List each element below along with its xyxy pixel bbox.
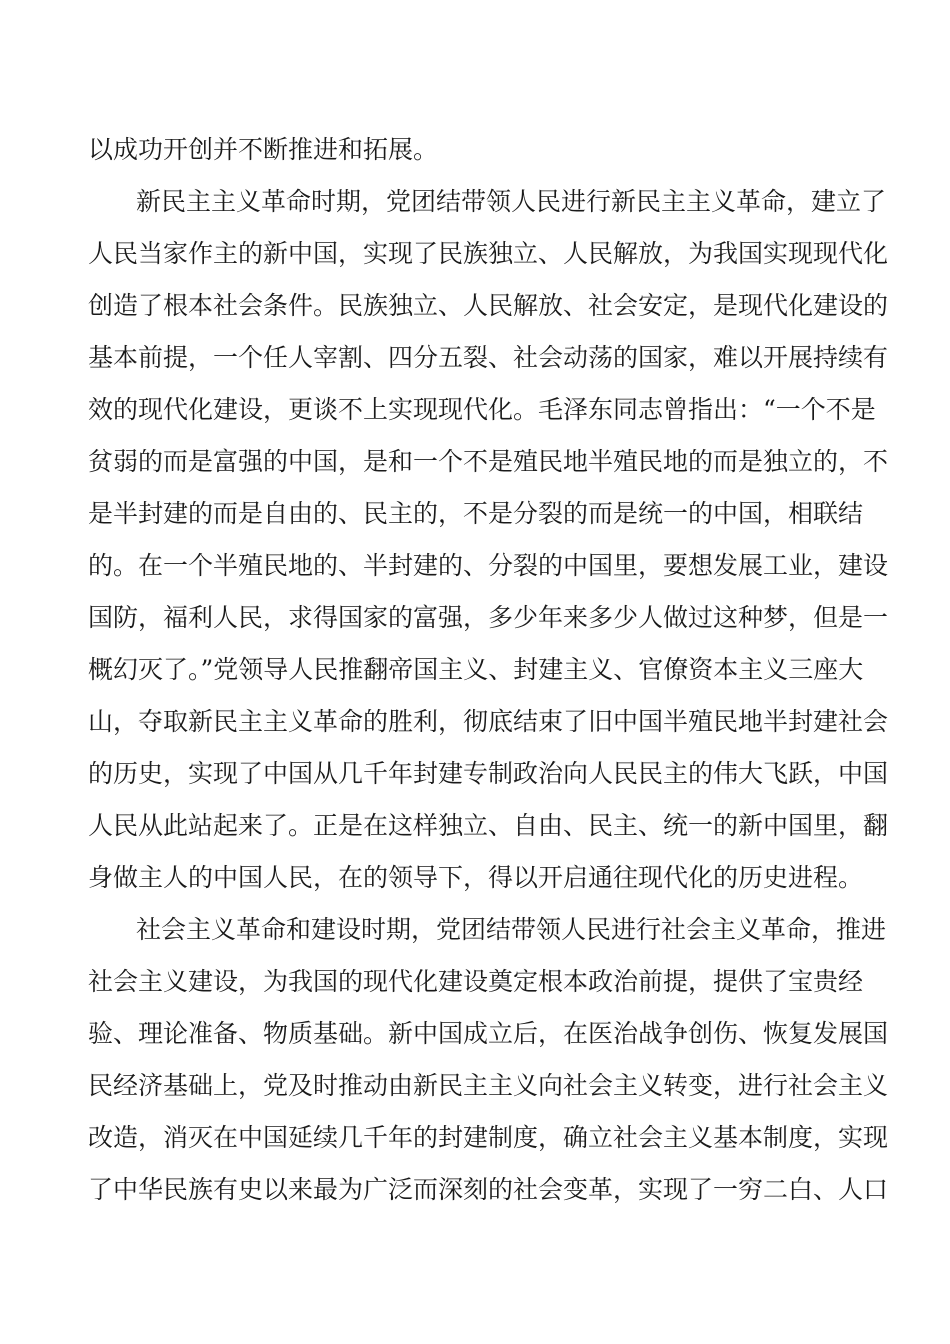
text-line: 改造，消灭在中国延续几千年的封建制度，确立社会主义基本制度，实现 (88, 1123, 889, 1152)
paragraph-1 (88, 124, 862, 176)
text-line: 创造了根本社会条件。民族独立、人民解放、社会安定，是现代化建设的 (88, 291, 889, 320)
text-line: 贫弱的而是富强的中国，是和一个不是殖民地半殖民地的而是独立的，不 (88, 447, 889, 476)
text-line: 身做主人的中国人民，在的领导下，得以开启通往现代化的历史进程。 (88, 863, 864, 892)
text-line: 是半封建的而是自由的、民主的，不是分裂的而是统一的中国，相联结 (88, 499, 864, 528)
paragraph-2 (88, 176, 889, 904)
text-line: 基本前提，一个任人宰割、四分五裂、社会动荡的国家，难以开展持续有 (88, 343, 889, 372)
text-line: 人民当家作主的新中国，实现了民族独立、人民解放，为我国实现现代化 (88, 239, 889, 268)
text-line: 概幻灭了。”党领导人民推翻帝国主义、封建主义、官僚资本主义三座大 (88, 655, 864, 684)
text-line: 的历史，实现了中国从几千年封建专制政治向人民民主的伟大飞跃，中国 (88, 759, 889, 788)
text-line: 效的现代化建设，更谈不上实现现代化。毛泽东同志曾指出：“一个不是 (88, 395, 876, 424)
text-line: 山，夺取新民主主义革命的胜利，彻底结束了旧中国半殖民地半封建社会 (88, 707, 889, 736)
text-line: 人民从此站起来了。正是在这样独立、自由、民主、统一的新中国里，翻 (88, 811, 889, 840)
text-line: 的。在一个半殖民地的、半封建的、分裂的中国里，要想发展工业，建设 (88, 551, 889, 580)
text-line: 民经济基础上，党及时推动由新民主主义向社会主义转变，进行社会主义 (88, 1071, 889, 1100)
text-line: 国防，福利人民，求得国家的富强，多少年来多少人做过这种梦，但是一 (88, 603, 889, 632)
document-page (88, 124, 889, 1216)
text-line: 验、理论准备、物质基础。新中国成立后，在医治战争创伤、恢复发展国 (88, 1019, 889, 1048)
text-line: 社会主义革命和建设时期，党团结带领人民进行社会主义革命，推进 (136, 915, 887, 944)
paragraph-3 (88, 904, 889, 1216)
text-line: 了中华民族有史以来最为广泛而深刻的社会变革，实现了一穷二白、人口 (88, 1175, 889, 1204)
text-line: 新民主主义革命时期，党团结带领人民进行新民主主义革命，建立了 (136, 187, 887, 216)
text-line: 社会主义建设，为我国的现代化建设奠定根本政治前提，提供了宝贵经 (88, 967, 864, 996)
text-line: 以成功开创并不断推进和拓展。 (88, 135, 439, 164)
